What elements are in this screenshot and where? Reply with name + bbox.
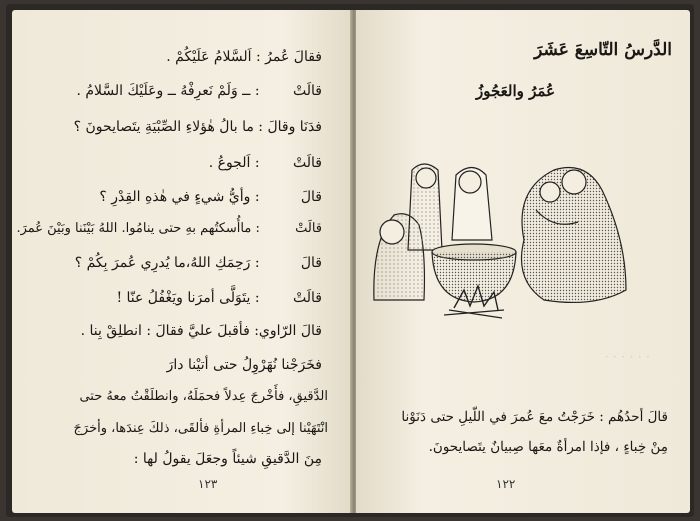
text-line [16,220,322,238]
text-line [166,48,322,66]
line-text: : اَلجوعُ . [208,155,260,171]
text-line [74,420,328,438]
text-line [79,388,328,406]
text-line [75,254,322,272]
text-line [429,438,668,456]
line-text: : وأيُّ شيءٍ في هٰذهِ القِدْرِ ؟ [99,189,260,205]
book-spread [6,4,694,517]
speaker-label: قالَ [300,189,322,205]
line-text: مِنَ الدَّقيقِ شيئاً وجعَلَ يقولُ لها : [133,451,322,467]
story-title: عُمَرُ والعَجُوزُ [476,82,556,100]
speaker-label: قالَتْ [293,83,322,99]
line-text: فقالَ عُمرُ : اَلسَّلامُ عَلَيْكُمْ . [166,49,322,65]
line-text: : ــ وَلَمْ نَعرِفْهُ ــ وعَلَيْكَ السَّلامُ . [76,83,260,99]
speaker-label: قالَتْ [293,155,322,171]
speaker-label: قالَتْ [293,290,322,306]
line-text: انْتَهَيْنا إلى خِباءِ المرأةِ فألقَى، ذلكَ عِندَها، وأخرَجَ [73,421,328,436]
right-page [356,10,690,513]
lesson-title: الدَّرسُ التّاسِعَ عَشَرَ [534,40,672,60]
text-line [401,408,668,426]
speaker-label: قالَتْ [295,221,322,236]
line-text: قالَ الرّاوي: فأقبلَ عليَّ فقالَ : انطلِقْ بِنا . [80,323,322,339]
story-illustration [364,130,634,330]
page-number: ١٢٢ [496,477,516,491]
line-text: فخَرَجْنا نُهَرْوِلُ حتى أتيْنا دارَ [166,357,322,373]
text-line [116,289,322,307]
speaker-label: قالَ [300,255,322,271]
bleed-through-text: · · · · · · [604,350,650,365]
line-text: قالَ أحدُهُم : خَرَجْتُ معَ عُمرَ في اللّيلِ حتى دَنَوْنا [401,409,668,425]
left-page [12,10,352,513]
text-line [167,356,322,374]
line-text: : يتَوَلَّى أمرَنا ويَغْفُلُ عنّا ! [116,290,260,306]
line-text: فدَنَا وقالَ : ما بالُ هٰؤلاءِ الصِّبْيَةِ يتَصايحونَ ؟ [73,119,322,135]
text-line [134,450,322,468]
text-line [76,82,322,100]
text-line [209,154,322,172]
line-text: مِنْ خِباءٍ ، فإذا امرأةٌ معَها صِبيانٌ يتَصايحونَ. [428,439,668,455]
text-line [81,322,322,340]
line-text: : ماأُسكتُهم بهِ حتى ينامُوا. اللهُ بَيْنَنا وبَيْنَ عُمرَ. [16,221,260,236]
text-line [74,118,322,136]
line-text: الدَّقيقِ، فأَخْرجَ عِدلاً فحمَلَهُ، وانطلَقْتُ معهُ حتى [79,389,328,404]
line-text: : رَحِمَكِ اللهُ،ما يُدرِي عُمرَ بِكُمْ ؟ [74,255,260,271]
page-number: ١٢٣ [198,477,218,491]
text-line [99,188,322,206]
